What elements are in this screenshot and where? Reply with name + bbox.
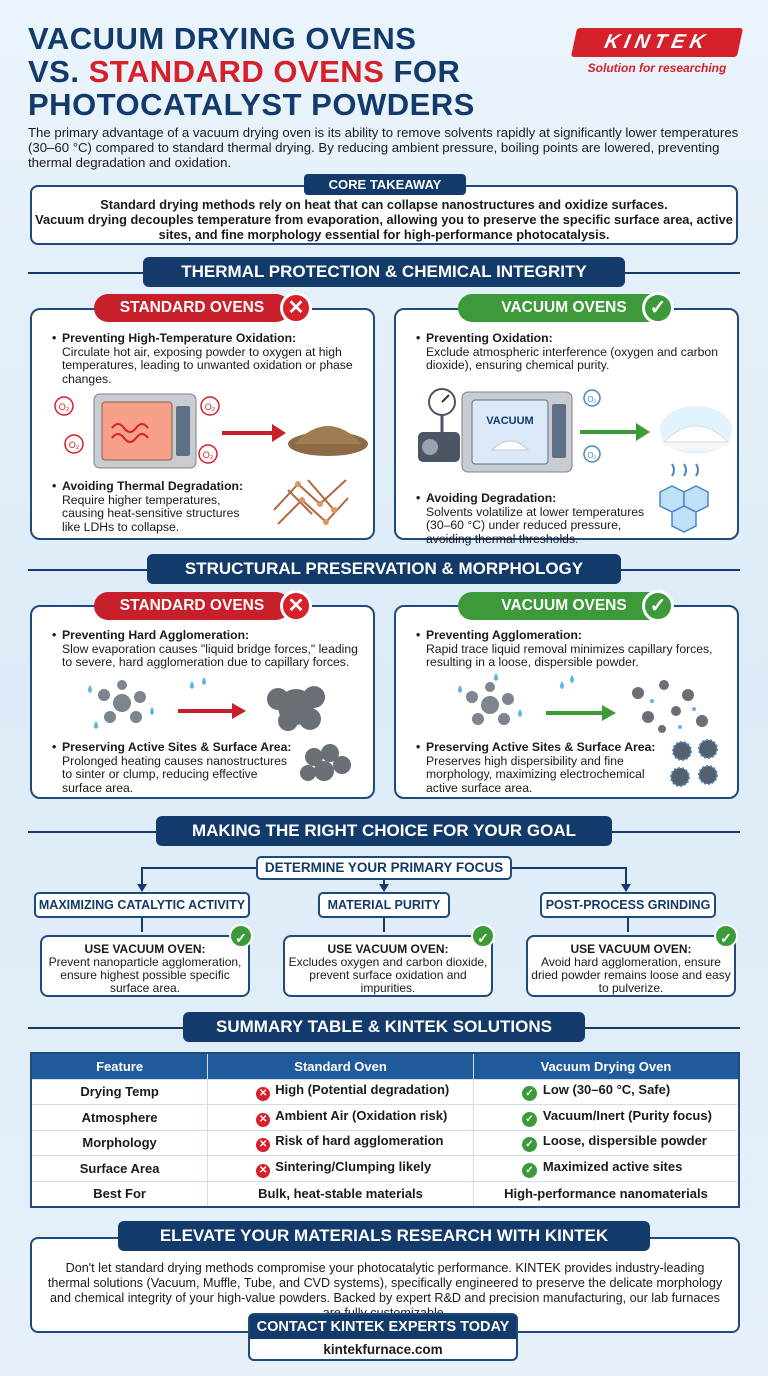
check-icon: ✓ <box>642 292 674 324</box>
goal-catalytic-activity: MAXIMIZING CATALYTIC ACTIVITY <box>34 892 250 918</box>
structural-standard-point-2: • Preserving Active Sites & Surface Area: Prolonged heating causes nanostructures to sinter or clump, reducing effective surface area. <box>52 740 292 795</box>
check-icon: ✓ <box>471 924 495 948</box>
dispersion-illustration <box>452 671 728 737</box>
standard-cell: ✕ Sintering/Clumping likely <box>208 1156 474 1182</box>
standard-cell: ✕ Ambient Air (Oxidation risk) <box>208 1105 474 1131</box>
vacuum-oven-label: VACUUM <box>486 415 534 427</box>
structural-vacuum-panel <box>394 605 739 799</box>
svg-text:O₂: O₂ <box>587 451 597 460</box>
x-icon: ✕ <box>280 292 312 324</box>
feature-cell: Drying Temp <box>31 1079 208 1105</box>
oxidation-illustration <box>50 388 370 480</box>
table-row <box>31 1130 739 1156</box>
core-line-2: Vacuum drying decouples temperature from evaporation, allowing you to preserve the specific surface area, active sites, and fine morphology essential for high-performance photocatalysis. <box>35 212 733 242</box>
active-sites-icon <box>666 735 726 791</box>
svg-text:O₂: O₂ <box>204 402 216 412</box>
agglomeration-illustration <box>82 673 362 735</box>
vacuum-cell: ✓ Low (30–60 °C, Safe) <box>473 1079 739 1105</box>
table-header-row <box>31 1053 739 1079</box>
logo-tagline: Solution for researching <box>587 61 727 75</box>
answer-catalytic-activity: USE VACUUM OVEN: Prevent nanoparticle agglomeration, ensure highest possible specific surface area. <box>40 935 250 997</box>
footer-banner: ELEVATE YOUR MATERIALS RESEARCH WITH KINTEK <box>118 1221 650 1251</box>
check-icon: ✓ <box>642 590 674 622</box>
vacuum-cell: ✓ Loose, dispersible powder <box>473 1130 739 1156</box>
check-icon: ✓ <box>714 924 738 948</box>
table-row <box>31 1156 739 1182</box>
summary-banner: SUMMARY TABLE & KINTEK SOLUTIONS <box>183 1012 585 1042</box>
structural-vacuum-point-1: • Preventing Agglomeration: Rapid trace liquid removal minimizes capillary forces, resulting in a loose, dispersible powder. <box>416 628 713 669</box>
structural-standard-point-1: • Preventing Hard Agglomeration: Slow evaporation causes "liquid bridge forces," leading to severe, hard agglomeration due to capillary forces. <box>52 628 358 669</box>
standard-cell: Bulk, heat-stable materials <box>208 1181 474 1207</box>
x-icon: ✕ <box>256 1164 270 1178</box>
x-icon: ✕ <box>256 1138 270 1152</box>
svg-text:O₂: O₂ <box>587 395 597 404</box>
structural-vacuum-label: VACUUM OVENS <box>458 592 670 620</box>
table-row <box>31 1079 739 1105</box>
feature-cell: Surface Area <box>31 1156 208 1182</box>
check-icon: ✓ <box>522 1163 537 1178</box>
feature-cell: Best For <box>31 1181 208 1207</box>
structural-banner: STRUCTURAL PRESERVATION & MORPHOLOGY <box>147 554 621 584</box>
contact-button[interactable] <box>248 1313 518 1361</box>
check-icon: ✓ <box>522 1137 537 1152</box>
feature-cell: Atmosphere <box>31 1105 208 1131</box>
core-line-1: Standard drying methods rely on heat that can collapse nanostructures and oxidize surfaces. <box>100 197 668 212</box>
svg-text:O₂: O₂ <box>68 440 80 450</box>
summary-table <box>30 1052 740 1208</box>
intact-structure-icon <box>650 462 724 534</box>
structural-vacuum-point-2: • Preserving Active Sites & Surface Area: Preserves high dispersibility and fine morphology, maximizing electrochemical active surface area. <box>416 740 656 795</box>
thermal-standard-point-1: • Preventing High-Temperature Oxidation: Circulate hot air, exposing powder to oxygen at high temperatures, leading to unwanted oxidation or phase changes. <box>52 331 353 386</box>
answer-material-purity: USE VACUUM OVEN: Excludes oxygen and carbon dioxide, prevent surface oxidation and impurities. <box>283 935 493 997</box>
table-row <box>31 1105 739 1131</box>
structural-standard-panel <box>30 605 375 799</box>
column-header: Vacuum Drying Oven <box>473 1053 739 1079</box>
goal-material-purity: MATERIAL PURITY <box>318 892 450 918</box>
standard-cell: ✕ High (Potential degradation) <box>208 1079 474 1105</box>
check-icon: ✓ <box>522 1112 537 1127</box>
title-line-3: PHOTOCATALYST POWDERS <box>28 87 475 122</box>
x-icon: ✕ <box>280 590 312 622</box>
column-header: Standard Oven <box>208 1053 474 1079</box>
contact-button-label[interactable]: CONTACT KINTEK EXPERTS TODAY <box>250 1315 516 1339</box>
x-icon: ✕ <box>256 1087 270 1101</box>
goal-post-process-grinding: POST-PROCESS GRINDING <box>540 892 716 918</box>
title-line-1: VACUUM DRYING OVENS <box>28 21 417 56</box>
check-icon: ✓ <box>522 1086 537 1101</box>
check-icon: ✓ <box>229 924 253 948</box>
title-highlight: STANDARD OVENS <box>88 54 385 89</box>
answer-post-process-grinding: USE VACUUM OVEN: Avoid hard agglomeration, ensure dried powder remains loose and easy to pulverize. <box>526 935 736 997</box>
choice-banner: MAKING THE RIGHT CHOICE FOR YOUR GOAL <box>156 816 612 846</box>
cta-box: Don't let standard drying methods compromise your photocatalytic performance. KINTEK provides industry-leading thermal solutions (Vacuum, Muffle, Tube, and CVD systems), specifically engineered to preserve the delicate morphology and chemical integrity of your high-value powders. Backed by expert R&D and precision manufacturing, our lab furnaces <box>30 1237 740 1333</box>
thermal-standard-point-2: • Avoiding Thermal Degradation: Require higher temperatures, causing heat-sensitive structures like LDHs to collapse. <box>52 479 244 534</box>
x-icon: ✕ <box>256 1113 270 1127</box>
feature-cell: Morphology <box>31 1130 208 1156</box>
structural-standard-label: STANDARD OVENS <box>94 592 290 620</box>
svg-text:O₂: O₂ <box>202 450 214 460</box>
clump-icon <box>294 739 360 789</box>
collapsed-structure-icon <box>268 470 352 534</box>
page-title <box>28 22 568 121</box>
thermal-vacuum-panel <box>394 308 739 546</box>
vacuum-cell: ✓ Maximized active sites <box>473 1156 739 1182</box>
thermal-standard-panel <box>30 308 375 540</box>
vacuum-cell: ✓ Vacuum/Inert (Purity focus) <box>473 1105 739 1131</box>
thermal-vacuum-label: VACUUM OVENS <box>458 294 670 322</box>
kintek-logo <box>574 28 740 75</box>
core-takeaway-label: CORE TAKEAWAY <box>304 174 466 195</box>
logo-brand: KINTEK <box>571 28 743 57</box>
website-link[interactable]: kintekfurnace.com <box>323 1342 443 1357</box>
primary-focus-box: DETERMINE YOUR PRIMARY FOCUS <box>256 856 512 880</box>
svg-text:O₂: O₂ <box>58 402 70 412</box>
intro-paragraph: The primary advantage of a vacuum drying oven is its ability to remove solvents rapidly at significantly lower temperatures (30–60 °C) compared to standard thermal drying. By reducing ambient pressure, boiling points are lowered, preventing thermal degradation and oxidation. <box>28 125 739 170</box>
thermal-standard-label: STANDARD OVENS <box>94 294 290 322</box>
thermal-vacuum-point-1: • Preventing Oxidation: Exclude atmospheric interference (oxygen and carbon dioxide), ensuring chemical purity. <box>416 331 718 372</box>
title-line-2: VS. STANDARD OVENS FOR <box>28 54 461 89</box>
thermal-banner: THERMAL PROTECTION & CHEMICAL INTEGRITY <box>143 257 625 287</box>
vacuum-cell: High-performance nanomaterials <box>473 1181 739 1207</box>
standard-cell: ✕ Risk of hard agglomeration <box>208 1130 474 1156</box>
column-header: Feature <box>31 1053 208 1079</box>
thermal-vacuum-point-2: • Avoiding Degradation: Solvents volatilize at lower temperatures (30–60 °C) under reduced pressure, avoiding thermal thresholds. <box>416 491 645 546</box>
table-row <box>31 1181 739 1207</box>
